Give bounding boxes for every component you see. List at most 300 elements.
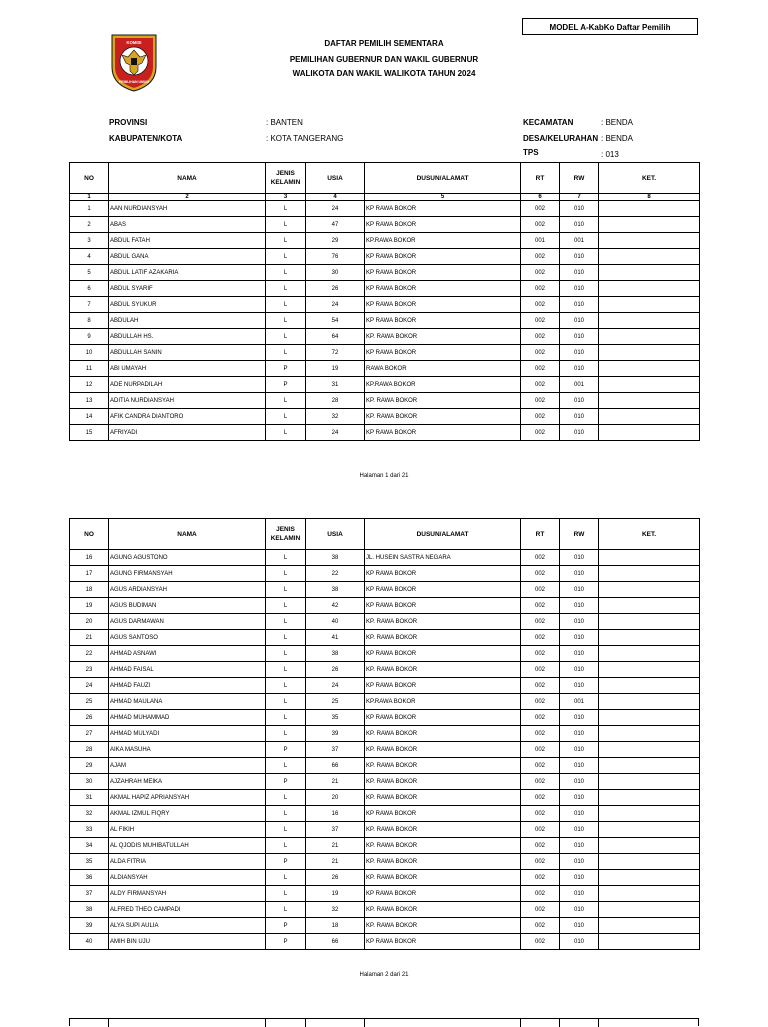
row-ket	[599, 217, 700, 233]
row-rt: 002	[521, 838, 560, 854]
row-nama: AGUS SANTOSO	[109, 630, 266, 646]
row-alamat: KP. RAWA BOKOR	[365, 918, 521, 934]
row-nama: AJAM	[109, 758, 266, 774]
row-no: 32	[70, 806, 109, 822]
row-nama: AKMAL HAPIZ APRIANSYAH	[109, 790, 266, 806]
column-number: 6	[521, 194, 560, 201]
row-alamat: KP. RAWA BOKOR	[365, 662, 521, 678]
row-usia: 28	[306, 393, 365, 409]
table-row	[70, 345, 700, 361]
table-row	[70, 806, 700, 822]
row-jenis-kelamin: L	[266, 758, 306, 774]
row-alamat: KP RAWA BOKOR	[365, 678, 521, 694]
row-ket	[599, 838, 700, 854]
table-row	[70, 281, 700, 297]
column-number: 7	[560, 194, 599, 201]
header-no: NO	[70, 163, 109, 194]
row-jenis-kelamin: L	[266, 790, 306, 806]
header-ket: KET.	[599, 519, 700, 550]
row-nama: ALDA FITRIA	[109, 854, 266, 870]
row-no: 29	[70, 758, 109, 774]
row-jenis-kelamin: L	[266, 313, 306, 329]
table-row	[70, 249, 700, 265]
row-rt: 002	[521, 742, 560, 758]
row-rw: 010	[560, 822, 599, 838]
row-nama: AGUNG AGUSTONO	[109, 550, 266, 566]
row-ket	[599, 265, 700, 281]
row-no: 19	[70, 598, 109, 614]
row-usia: 29	[306, 233, 365, 249]
row-ket	[599, 313, 700, 329]
row-jenis-kelamin: L	[266, 886, 306, 902]
row-usia: 21	[306, 838, 365, 854]
row-no: 36	[70, 870, 109, 886]
row-rw: 010	[560, 662, 599, 678]
table-row	[70, 425, 700, 441]
row-usia: 38	[306, 646, 365, 662]
row-ket	[599, 550, 700, 566]
row-jenis-kelamin: L	[266, 393, 306, 409]
row-ket	[599, 774, 700, 790]
row-nama: ALFRED THEO CAMPADI	[109, 902, 266, 918]
row-rt: 002	[521, 662, 560, 678]
row-no: 9	[70, 329, 109, 345]
row-usia: 38	[306, 582, 365, 598]
row-jenis-kelamin: L	[266, 217, 306, 233]
row-ket	[599, 409, 700, 425]
row-rt: 002	[521, 806, 560, 822]
row-rt: 002	[521, 361, 560, 377]
logo-bottom-text: PEMILIHAN UMUM	[118, 80, 150, 84]
header-rw: RW	[560, 519, 599, 550]
row-rt: 002	[521, 377, 560, 393]
row-no: 6	[70, 281, 109, 297]
model-label: MODEL A-KabKo Daftar Pemilih	[522, 18, 698, 35]
row-rw: 010	[560, 934, 599, 950]
kabkota-value: : KOTA TANGERANG	[266, 134, 344, 143]
header-rw: RW	[560, 163, 599, 194]
table-row	[70, 678, 700, 694]
row-no: 26	[70, 710, 109, 726]
table-row	[70, 566, 700, 582]
row-usia: 26	[306, 870, 365, 886]
row-alamat: KP.RAWA BOKOR	[365, 377, 521, 393]
row-alamat: KP RAWA BOKOR	[365, 598, 521, 614]
row-alamat: KP RAWA BOKOR	[365, 345, 521, 361]
row-rw: 010	[560, 726, 599, 742]
row-rt: 002	[521, 902, 560, 918]
row-ket	[599, 886, 700, 902]
row-usia: 35	[306, 710, 365, 726]
header-nama: NAMA	[109, 163, 266, 194]
table-row	[70, 742, 700, 758]
row-usia: 37	[306, 742, 365, 758]
row-rt: 002	[521, 630, 560, 646]
row-rw: 010	[560, 806, 599, 822]
table-row	[70, 902, 700, 918]
row-jenis-kelamin: L	[266, 646, 306, 662]
row-alamat: KP. RAWA BOKOR	[365, 870, 521, 886]
row-nama: ABAS	[109, 217, 266, 233]
row-jenis-kelamin: L	[266, 550, 306, 566]
table-row	[70, 217, 700, 233]
row-rt: 002	[521, 886, 560, 902]
row-rw: 010	[560, 710, 599, 726]
row-nama: AHMAD FAISAL	[109, 662, 266, 678]
row-alamat: KP RAWA BOKOR	[365, 265, 521, 281]
row-nama: AGUS BUDIMAN	[109, 598, 266, 614]
row-nama: AHMAD ASNAWI	[109, 646, 266, 662]
column-number: 2	[109, 194, 266, 201]
row-alamat: KP. RAWA BOKOR	[365, 742, 521, 758]
row-usia: 26	[306, 662, 365, 678]
desa-label: DESA/KELURAHAN	[523, 134, 599, 143]
row-jenis-kelamin: L	[266, 678, 306, 694]
row-usia: 24	[306, 201, 365, 217]
row-rw: 001	[560, 377, 599, 393]
row-alamat: KP. RAWA BOKOR	[365, 630, 521, 646]
row-rt: 002	[521, 918, 560, 934]
row-jenis-kelamin: P	[266, 934, 306, 950]
table-row	[70, 934, 700, 950]
row-jenis-kelamin: L	[266, 409, 306, 425]
row-no: 33	[70, 822, 109, 838]
table-row	[70, 870, 700, 886]
row-rw: 010	[560, 630, 599, 646]
row-alamat: KP. RAWA BOKOR	[365, 614, 521, 630]
row-rt: 002	[521, 726, 560, 742]
row-rt: 002	[521, 550, 560, 566]
tps-label: TPS	[523, 148, 539, 157]
row-no: 22	[70, 646, 109, 662]
row-rt: 002	[521, 393, 560, 409]
row-no: 23	[70, 662, 109, 678]
row-no: 13	[70, 393, 109, 409]
row-jenis-kelamin: L	[266, 822, 306, 838]
row-jenis-kelamin: P	[266, 361, 306, 377]
row-rw: 010	[560, 742, 599, 758]
logo-top-text: KOMISI	[126, 40, 142, 45]
row-ket	[599, 710, 700, 726]
row-rt: 002	[521, 345, 560, 361]
row-alamat: RAWA BOKOR	[365, 361, 521, 377]
row-nama: AGUNG FIRMANSYAH	[109, 566, 266, 582]
row-rt: 002	[521, 790, 560, 806]
row-ket	[599, 329, 700, 345]
table-row	[70, 758, 700, 774]
row-usia: 41	[306, 630, 365, 646]
row-rt: 002	[521, 582, 560, 598]
row-no: 27	[70, 726, 109, 742]
row-no: 34	[70, 838, 109, 854]
row-usia: 47	[306, 217, 365, 233]
row-usia: 64	[306, 329, 365, 345]
row-alamat: KP. RAWA BOKOR	[365, 393, 521, 409]
row-rt: 002	[521, 217, 560, 233]
kecamatan-label: KECAMATAN	[523, 118, 574, 127]
row-usia: 24	[306, 297, 365, 313]
row-nama: ABI UMAYAH	[109, 361, 266, 377]
row-alamat: KP. RAWA BOKOR	[365, 838, 521, 854]
row-rw: 010	[560, 409, 599, 425]
row-rw: 010	[560, 566, 599, 582]
header-jenis-kelamin: JENIS KELAMIN	[266, 163, 306, 194]
row-alamat: KP RAWA BOKOR	[365, 281, 521, 297]
row-no: 10	[70, 345, 109, 361]
row-usia: 21	[306, 854, 365, 870]
table-row	[70, 790, 700, 806]
row-rt: 002	[521, 566, 560, 582]
row-no: 17	[70, 566, 109, 582]
row-ket	[599, 566, 700, 582]
row-jenis-kelamin: L	[266, 201, 306, 217]
provinsi-value: : BANTEN	[266, 118, 303, 127]
row-rt: 002	[521, 201, 560, 217]
header-no: NO	[70, 519, 109, 550]
row-alamat: JL. HUSEIN SASTRA NEGARA	[365, 550, 521, 566]
row-rt: 002	[521, 870, 560, 886]
row-nama: ABDULLAH HS.	[109, 329, 266, 345]
row-alamat: KP RAWA BOKOR	[365, 297, 521, 313]
row-rw: 010	[560, 886, 599, 902]
row-nama: ABDUL LATIF AZAKARIA	[109, 265, 266, 281]
row-alamat: KP RAWA BOKOR	[365, 710, 521, 726]
row-nama: ADITIA NURDIANSYAH	[109, 393, 266, 409]
row-rt: 002	[521, 822, 560, 838]
row-nama: ABDUL SYARIF	[109, 281, 266, 297]
row-usia: 30	[306, 265, 365, 281]
row-rw: 010	[560, 297, 599, 313]
row-rw: 010	[560, 550, 599, 566]
row-ket	[599, 918, 700, 934]
row-no: 14	[70, 409, 109, 425]
row-jenis-kelamin: L	[266, 249, 306, 265]
table-row	[70, 918, 700, 934]
row-jenis-kelamin: L	[266, 425, 306, 441]
row-rw: 010	[560, 902, 599, 918]
row-jenis-kelamin: P	[266, 854, 306, 870]
row-jenis-kelamin: L	[266, 233, 306, 249]
row-rw: 001	[560, 694, 599, 710]
row-alamat: KP. RAWA BOKOR	[365, 902, 521, 918]
header-nama: NAMA	[109, 519, 266, 550]
row-rt: 002	[521, 614, 560, 630]
row-ket	[599, 249, 700, 265]
row-nama: AAN NURDIANSYAH	[109, 201, 266, 217]
row-rt: 002	[521, 678, 560, 694]
row-no: 7	[70, 297, 109, 313]
row-rw: 010	[560, 870, 599, 886]
row-nama: AHMAD FAUZI	[109, 678, 266, 694]
row-usia: 31	[306, 377, 365, 393]
row-no: 37	[70, 886, 109, 902]
row-no: 30	[70, 774, 109, 790]
row-rt: 002	[521, 409, 560, 425]
row-jenis-kelamin: L	[266, 694, 306, 710]
row-usia: 76	[306, 249, 365, 265]
row-alamat: KP RAWA BOKOR	[365, 217, 521, 233]
row-usia: 37	[306, 822, 365, 838]
row-usia: 25	[306, 694, 365, 710]
row-no: 16	[70, 550, 109, 566]
row-rt: 002	[521, 425, 560, 441]
kecamatan-value: : BENDA	[601, 118, 634, 127]
row-jenis-kelamin: L	[266, 726, 306, 742]
row-ket	[599, 377, 700, 393]
row-rw: 010	[560, 249, 599, 265]
row-jenis-kelamin: L	[266, 838, 306, 854]
row-rt: 002	[521, 854, 560, 870]
table-row	[70, 233, 700, 249]
row-rw: 010	[560, 425, 599, 441]
row-rt: 001	[521, 233, 560, 249]
row-rt: 002	[521, 313, 560, 329]
row-nama: AHMAD MAULANA	[109, 694, 266, 710]
row-nama: AL FIKIH	[109, 822, 266, 838]
row-nama: ABDUL FATAH	[109, 233, 266, 249]
row-nama: AHMAD MULYADI	[109, 726, 266, 742]
row-usia: 54	[306, 313, 365, 329]
table-row	[70, 822, 700, 838]
kabkota-label: KABUPATEN/KOTA	[109, 134, 183, 143]
table-row	[70, 265, 700, 281]
table-row	[70, 886, 700, 902]
row-usia: 19	[306, 886, 365, 902]
row-usia: 24	[306, 678, 365, 694]
row-no: 18	[70, 582, 109, 598]
header-usia: USIA	[306, 519, 365, 550]
row-rt: 002	[521, 249, 560, 265]
row-no: 15	[70, 425, 109, 441]
row-rw: 010	[560, 838, 599, 854]
table-row	[70, 550, 700, 566]
row-nama: AL QJODIS MUHIBATULLAH	[109, 838, 266, 854]
row-nama: AIKA MASUHA	[109, 742, 266, 758]
row-usia: 66	[306, 758, 365, 774]
column-number: 5	[365, 194, 521, 201]
table-row	[70, 630, 700, 646]
row-alamat: KP. RAWA BOKOR	[365, 822, 521, 838]
row-ket	[599, 822, 700, 838]
row-rw: 010	[560, 598, 599, 614]
row-rw: 010	[560, 329, 599, 345]
row-no: 28	[70, 742, 109, 758]
row-no: 20	[70, 614, 109, 630]
row-usia: 40	[306, 614, 365, 630]
row-usia: 20	[306, 790, 365, 806]
row-nama: ALDY FIRMANSYAH	[109, 886, 266, 902]
row-no: 4	[70, 249, 109, 265]
row-jenis-kelamin: L	[266, 630, 306, 646]
row-no: 40	[70, 934, 109, 950]
row-alamat: KP. RAWA BOKOR	[365, 774, 521, 790]
row-ket	[599, 233, 700, 249]
table-row	[70, 377, 700, 393]
row-rt: 002	[521, 694, 560, 710]
row-usia: 42	[306, 598, 365, 614]
row-ket	[599, 678, 700, 694]
row-rt: 002	[521, 646, 560, 662]
row-no: 24	[70, 678, 109, 694]
row-nama: AKMAL IZMUL FIQRY	[109, 806, 266, 822]
doc-subtitle-2: WALIKOTA DAN WAKIL WALIKOTA TAHUN 2024	[292, 69, 476, 78]
row-usia: 24	[306, 425, 365, 441]
kpu-logo-icon	[108, 33, 160, 93]
row-usia: 72	[306, 345, 365, 361]
row-rt: 002	[521, 758, 560, 774]
row-jenis-kelamin: L	[266, 902, 306, 918]
table-row	[70, 694, 700, 710]
row-jenis-kelamin: L	[266, 566, 306, 582]
row-nama: AMIH BIN UJU	[109, 934, 266, 950]
row-nama: AGUS ARDIANSYAH	[109, 582, 266, 598]
row-rt: 002	[521, 281, 560, 297]
row-jenis-kelamin: L	[266, 806, 306, 822]
row-rt: 002	[521, 297, 560, 313]
row-ket	[599, 582, 700, 598]
table-row	[70, 201, 700, 217]
row-ket	[599, 345, 700, 361]
row-rw: 010	[560, 790, 599, 806]
row-jenis-kelamin: L	[266, 297, 306, 313]
row-alamat: KP RAWA BOKOR	[365, 313, 521, 329]
row-alamat: KP RAWA BOKOR	[365, 934, 521, 950]
table-row	[70, 393, 700, 409]
provinsi-label: PROVINSI	[109, 118, 148, 127]
column-number: 1	[70, 194, 109, 201]
row-jenis-kelamin: L	[266, 345, 306, 361]
row-usia: 16	[306, 806, 365, 822]
table-row	[70, 710, 700, 726]
page-3-table-edge	[69, 1018, 699, 1026]
table-row	[70, 726, 700, 742]
page-1-footer: Halaman 1 dari 21	[359, 473, 409, 479]
row-usia: 26	[306, 281, 365, 297]
row-ket	[599, 598, 700, 614]
row-ket	[599, 630, 700, 646]
row-ket	[599, 790, 700, 806]
row-alamat: KP. RAWA BOKOR	[365, 726, 521, 742]
row-alamat: KP RAWA BOKOR	[365, 646, 521, 662]
row-alamat: KP RAWA BOKOR	[365, 566, 521, 582]
row-no: 1	[70, 201, 109, 217]
row-nama: ABDUL SYUKUR	[109, 297, 266, 313]
row-jenis-kelamin: L	[266, 281, 306, 297]
row-jenis-kelamin: P	[266, 918, 306, 934]
row-no: 31	[70, 790, 109, 806]
row-ket	[599, 361, 700, 377]
row-no: 21	[70, 630, 109, 646]
row-alamat: KP. RAWA BOKOR	[365, 758, 521, 774]
column-number: 4	[306, 194, 365, 201]
row-ket	[599, 201, 700, 217]
row-rt: 002	[521, 774, 560, 790]
row-no: 12	[70, 377, 109, 393]
table-row	[70, 409, 700, 425]
row-nama: ADE NURPADILAH	[109, 377, 266, 393]
row-jenis-kelamin: L	[266, 710, 306, 726]
row-rw: 001	[560, 233, 599, 249]
table-row	[70, 598, 700, 614]
table-row	[70, 854, 700, 870]
column-number-row	[70, 194, 700, 201]
row-rw: 010	[560, 758, 599, 774]
header-rt: RT	[521, 519, 560, 550]
row-usia: 32	[306, 409, 365, 425]
row-nama: AGUS DARMAWAN	[109, 614, 266, 630]
row-jenis-kelamin: L	[266, 598, 306, 614]
row-rw: 010	[560, 313, 599, 329]
